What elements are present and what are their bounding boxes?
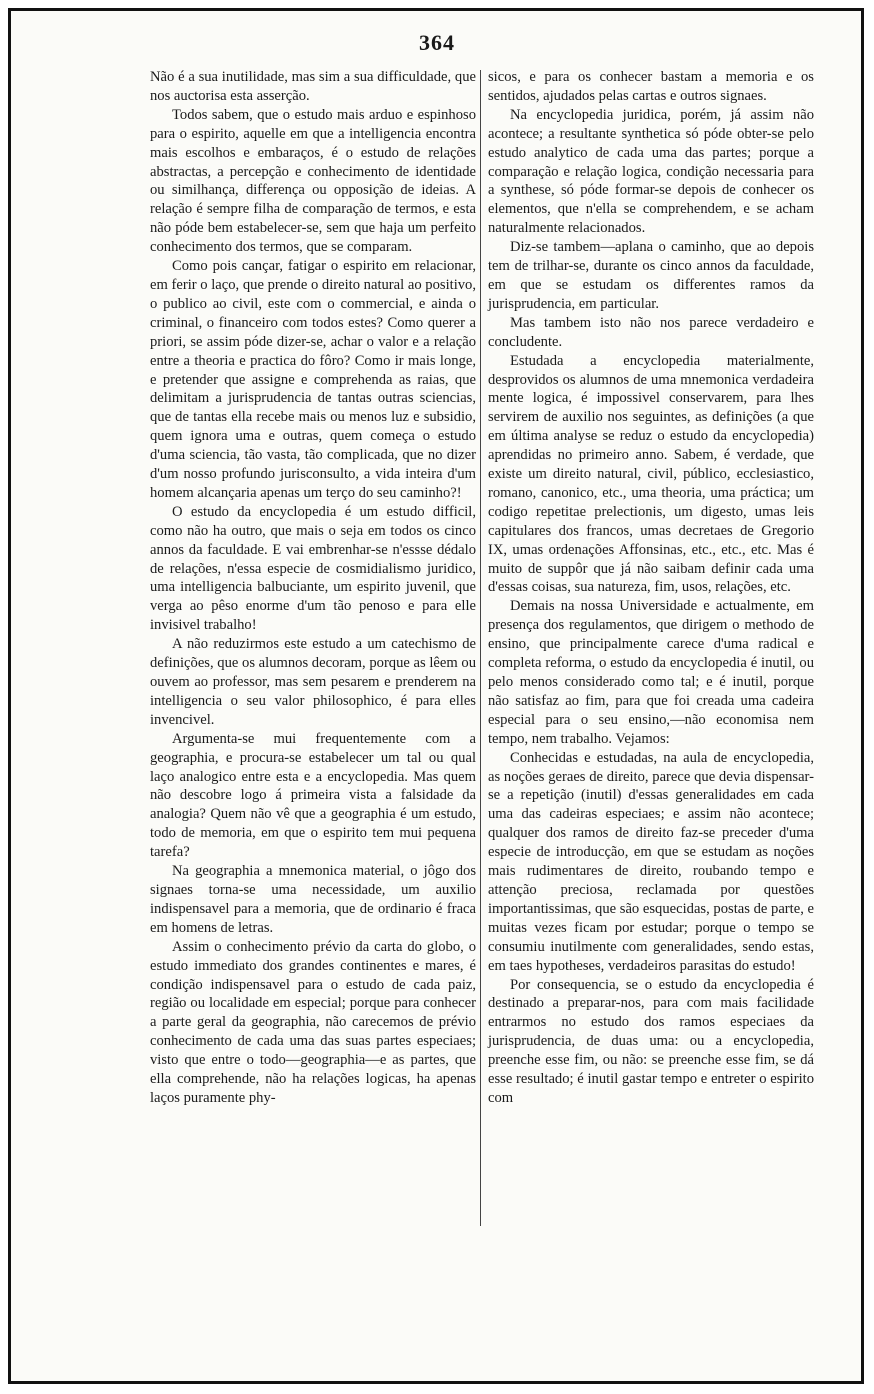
paragraph: Por consequencia, se o estudo da encyclopedia é destinado a preparar-nos, para com mais facilidade entrarmos no estudo dos ramos especiaes da jurisprudencia, de duas uma: ou a encyclopedia, preenche esse fim, ou não: se preenche esse fim, se dá esse resultado; é inutil gastar tempo e entreter o espirito com [488, 976, 814, 1106]
right-column [488, 68, 814, 1108]
paragraph: Diz-se tambem—aplana o caminho, que ao depois tem de trilhar-se, durante os cinco annos da faculdade, em que se estudam os differentes ramos da jurisprudencia, em particular. [488, 239, 814, 312]
paragraph: Na encyclopedia juridica, porém, já assim não acontece; a resultante synthetica só póde obter-se pelo estudo analytico de cada uma das partes; porque a comparação e relação logica, condição necessaria para a synthese, só póde formar-se depois de conhecer os elementos, que n'ella se comprehendem, e se acham naturalmente relacionados. [488, 106, 814, 237]
paragraph: Mas tambem isto não nos parece verdadeiro e concludente. [488, 314, 814, 350]
paragraph: A não reduzirmos este estudo a um catechismo de definições, que os alumnos decoram, porque as lêem ou ouvem ao professor, mas sem pesarem e prenderem na intelligencia o seu valor philosophico, é para elles invencivel. [150, 636, 476, 728]
paragraph: Todos sabem, que o estudo mais arduo e espinhoso para o espirito, aquelle em que a intelligencia encontra mais escolhos e embaraços, é o estudo de relações abstractas, a percepção e conhecimento de identidade ou similhança, differença ou opposição de ideias. A relação é sempre filha de comparação de termos, e esta não póde bem estabelecer-se, sem que haja um perfeito conhecimento dos termos, que se comparam. [150, 106, 476, 256]
paragraph: O estudo da encyclopedia é um estudo difficil, como não ha outro, que mais o seja em todos os cinco annos da faculdade. E vai embrenhar-se n'essse dédalo de relações, n'essa especie de cosmidialismo juridico, uma intelligencia balbuciante, um espirito juvenil, que verga ao pêso enorme d'um tão penoso e para elle invisivel trabalho! [150, 503, 476, 634]
left-column [150, 68, 476, 1108]
paragraph: Estudada a encyclopedia materialmente, desprovidos os alumnos de uma mnemonica verdadeira mente logica, é impossivel conservarem, para lhes servirem de auxilio nos seguintes, as definições (a que em última analyse se reduz o estudo da encyclopedia) aprendidas no primeiro anno. Sabem, é verdade, que existe um direito natural, civil, público, ecclesiastico, romano, canonico, etc., uma theoria, uma práctica; um codigo repetitae prelectionis, um digesto, umas leis capitulares dos francos, umas decretaes de Gregorio IX, umas ordenações Affonsinas, etc., etc., etc. Mas é muito de suppôr que já não saibam definir cada uma d'essas coisas, sua natureza, fim, usos, relações, etc. [488, 352, 814, 596]
paragraph: Na geographia a mnemonica material, o jôgo dos signaes torna-se uma necessidade, um auxilio indispensavel para a memoria, que de ordinario é fraca em homens de letras. [150, 863, 476, 936]
page-number: 364 [419, 30, 455, 55]
paragraph: Não é a sua inutilidade, mas sim a sua difficuldade, que nos auctorisa esta asserção. [150, 69, 476, 104]
paragraph: Como pois cançar, fatigar o espirito em relacionar, em ferir o laço, que prende o direito natural ao positivo, o publico ao civil, este com o commercial, e ainda o criminal, o financeiro com todos estes? Como querer a priori, se assim póde dizer-se, achar o valor e a relação entre a theoria e practica do fôro? Como ir mais longe, e pretender que assigne e comprehenda as raias, que delimitam a jurisprudencia de tantas outras sciencias, que de tantas ella recebe mais ou menos luz e subsidio, quem ignora uma e outras, quem começa o estudo d'uma sciencia, tão vasta, tão complicada, que no dizer d'um nosso profundo jurisconsulto, a vida inteira d'um homem alcançaria apenas um terço do seu caminho?! [150, 258, 476, 501]
paragraph: Demais na nossa Universidade e actualmente, em presença dos regulamentos, que dirigem o methodo de ensino, que principalmente carece d'uma radical e completa reforma, o estudo da encyclopedia é inutil, ou pelo menos considerado como tal; e é inutil, porque não satisfaz ao fim, para que foi creada uma cadeira especial para o seu ensino,—não economisa nem tempo, nem trabalho. Vejamos: [488, 598, 814, 747]
paragraph: sicos, e para os conhecer bastam a memoria e os sentidos, ajudados pelas cartas e outros signaes. [488, 69, 814, 104]
column-divider [480, 70, 481, 1226]
paragraph: Assim o conhecimento prévio da carta do globo, o estudo immediato dos grandes continentes e mares, é condição indispensavel para o estudo de cada paiz, região ou localidade em especial; porque para conhecer a parte geral da geographia, não carecemos de prévio conhecimento de cada uma das suas partes especiaes; visto que entre o todo—geographia—e as partes, que ella comprehende, não ha relações logicas, ha apenas laços puramente phy- [150, 938, 476, 1106]
paragraph: Conhecidas e estudadas, na aula de encyclopedia, as noções geraes de direito, parece que devia dispensar-se a repetição (inutil) d'essas generalidades em cada uma das cadeiras especiaes; e assim não acontece; qualquer dos ramos de direito faz-se preceder d'uma especie de introducção, em que se estudam as noções mais rudimentares de direito, roubando tempo e attenção preciosa, reclamada por questões importantissimas, que são esquecidas, postas de parte, e muitas vezes ficam por estudar; porque o tempo se consumiu inutilmente com generalidades, sendo estas, em taes hypotheses, verdadeiros parasitas do estudo! [488, 749, 814, 974]
paragraph: Argumenta-se mui frequentemente com a geographia, e procura-se estabelecer um tal ou qual laço analogico entre esta e a encyclopedia. Mas quem não descobre logo á primeira vista a falsidade da analogia? Quem não vê que a geographia é um estudo, todo de memoria, em que o espirito tem mui pequena tarefa? [150, 730, 476, 861]
